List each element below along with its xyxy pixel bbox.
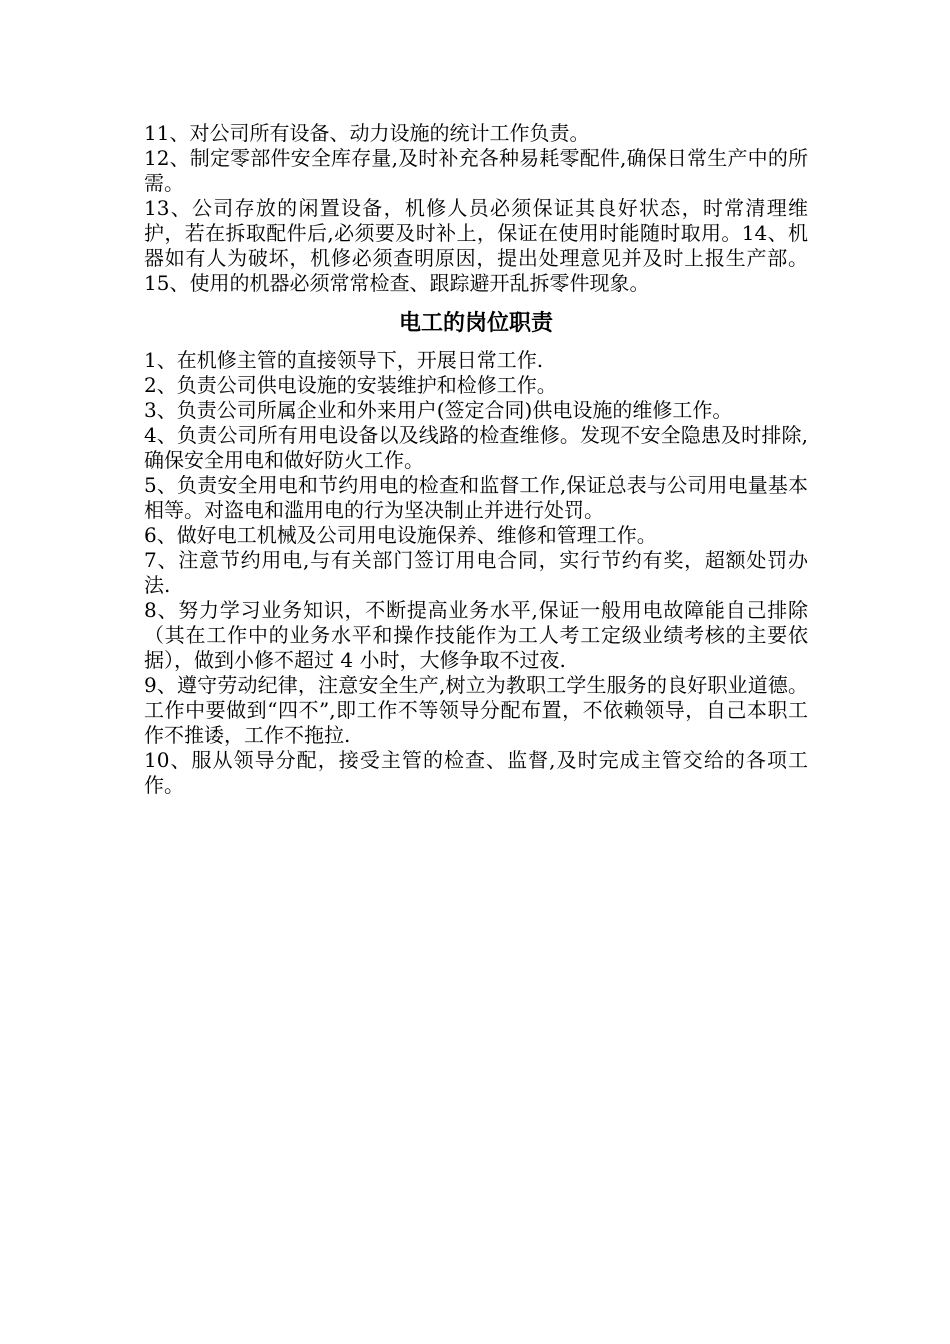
duty-item-10: 10、服从领导分配，接受主管的检查、监督,及时完成主管交给的各项工作。 (144, 748, 808, 797)
duty-item-7: 7、注意节约用电,与有关部门签订用电合同，实行节约有奖，超额处罚办法. (144, 548, 808, 597)
duty-item-6: 6、做好电工机械及公司用电设施保养、维修和管理工作。 (144, 523, 657, 547)
paragraph-item-12: 12、制定零部件安全库存量,及时补充各种易耗零配件,确保日常生产中的所需。 (144, 146, 808, 195)
paragraph-item-11: 11、对公司所有设备、动力设施的统计工作负责。 (144, 121, 590, 145)
document-page (144, 121, 808, 798)
paragraph-item-13-15: 13、公司存放的闲置设备，机修人员必须保证其良好状态，时常清理维护，若在拆取配件后,必须要及时补上，保证在使用时能随时取用。14、机器如有人为破坏，机修必须查明原因，提出处理意见并及时上报生产部。15、使用的机器必须常常检查、跟踪避开乱拆零件现象。 (144, 196, 808, 295)
duty-item-9: 9、遵守劳动纪律，注意安全生产,树立为教职工学生服务的良好职业道德。工作中要做到“四不”,即工作不等领导分配布置，不依赖领导，自己本职工作不推诿，工作不拖拉. (144, 673, 808, 747)
duty-item-2: 2、负责公司供电设施的安装维护和检修工作。 (144, 373, 557, 397)
duty-item-3: 3、负责公司所属企业和外来用户(签定合同)供电设施的维修工作。 (144, 398, 733, 422)
duty-item-8: 8、努力学习业务知识，不断提高业务水平,保证一般用电故障能自己排除（其在工作中的业务水平和操作技能作为工人考工定级业绩考核的主要依据），做到小修不超过 4 小时，大修争取不过夜. (144, 598, 808, 672)
duty-item-1: 1、在机修主管的直接领导下，开展日常工作. (144, 348, 544, 372)
section-heading: 电工的岗位职责 (398, 311, 553, 336)
duty-item-4: 4、负责公司所有用电设备以及线路的检查维修。发现不安全隐患及时排除,确保安全用电和做好防火工作。 (144, 423, 808, 472)
duty-item-5: 5、负责安全用电和节约用电的检查和监督工作,保证总表与公司用电量基本相等。对盗电和滥用电的行为坚决制止并进行处罚。 (144, 473, 808, 522)
